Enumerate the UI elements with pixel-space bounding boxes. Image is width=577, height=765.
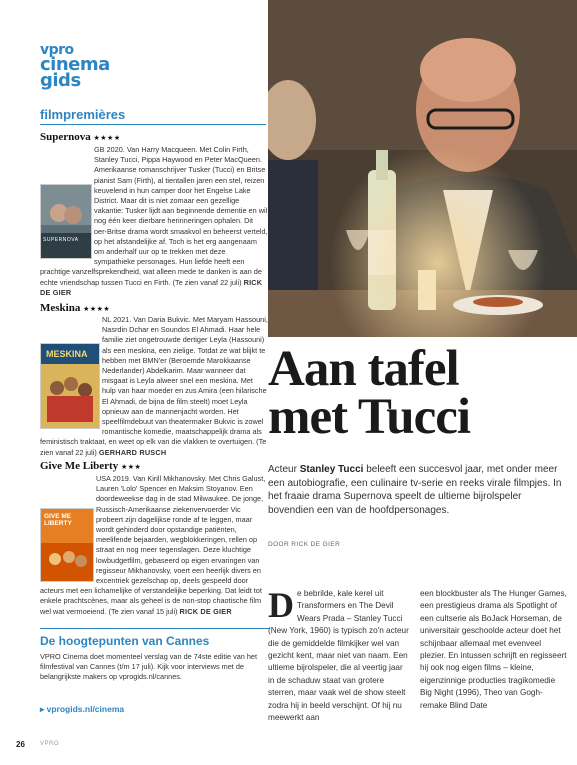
logo-line-cinema: cinema (40, 54, 110, 75)
film-title-text: Meskina (40, 302, 81, 314)
film-title-text: Give Me Liberty (40, 460, 119, 472)
film-review-meskina (40, 315, 268, 458)
film-review-byline: RICK DE GIER (40, 277, 263, 297)
poster-label: MESKINA (46, 349, 88, 359)
page-number: 26 (16, 740, 25, 749)
arrow-icon: ▸ (40, 704, 47, 714)
film-title-meskina (40, 302, 110, 314)
vpro-cinema-gids-logo (40, 44, 120, 89)
film-title-text: Supernova (40, 131, 91, 143)
star-rating: ★★★★ (93, 134, 121, 142)
intro-rest: beleeft een succesvol jaar, met onder meer een autobiografie, een culinaire tv-serie en reeks virale filmpjes. In het fraaie drama Supernova speelt de ultieme bijrolspeler bovendien een van de hoofdpersonages. (268, 464, 562, 516)
intro-name: Stanley Tucci (299, 464, 364, 475)
cannes-divider (40, 628, 270, 629)
film-review-text: USA 2019. Van Kirill Mikhanovsky. Met Chris Galust, Lauren 'Lolo' Spencer en Maksim Stoyanov. Een doordeweekse dag in de stad Milwaukee. De jonge, Russisch-Amerikaanse ziekenvervoerder Vic probeert zijn dagelijkse ronde af te leggen, maar wordt gehinderd door opstandige patiënten, meelifende bejaarden, wegblokkeringen, rellen op straat en nog meer tegenslagen. Deze kluchtige lowbudgetfilm, gebaseerd op eigen ervaringen van regisseur Mikhanovsky, voert een heerlijk divers en excentriek gezelschap op, deels gespeeld door acteurs met een lichamelijke of verstandelijke beperking. Dat leidt tot enkele prachtscènes, maar als geheel is de non-stop chaotische film wel wat vermoeiend. (Te zien vanaf 15 juli) (40, 474, 266, 616)
article-column-1 (268, 585, 410, 724)
film-review-text: GB 2020. Van Harry Macqueen. Met Colin Firth, Stanley Tucci, Pippa Haywood en Peter MacQueen. Amerikaanse romanschrijver Tusker (Tucci) en Britse pianist Sam (Firth), al tientallen jaren een stel, reizen keuvelend in hun camper door het Engelse Lake District. Maar dit is niet zomaar een gezellige vakantie: Tusker lijdt aan beginnende dementie en wil nog één keer dierbare herinneringen ophalen. Dit oer-Britse drama wordt smaakvol en beheerst verteld, op het afstandelijke af. Toch is het erg aangenaam om anderhalf uur op te trekken met deze sympathieke personages. Hun liefde heeft een prachtige vanzelfsprekendheid, wat alleen mede te danken is aan de echte vriendschap tussen Tucci en Firth. (Te zien vanaf 22 juli) (40, 145, 268, 287)
film-title-supernova (40, 131, 121, 143)
star-rating: ★★★ (120, 463, 142, 471)
cannes-body: VPRO Cinema doet momenteel verslag van de 74ste editie van het filmfestival van Cannes (t/m 17 juli). Kijk voor interviews met de belangrijkste makers op vprogids.nl/cannes. (40, 652, 258, 682)
cannes-heading: De hoogtepunten van Cannes (40, 634, 210, 648)
section-divider (40, 124, 266, 125)
intro-prefix: Acteur (268, 464, 300, 475)
star-rating: ★★★★ (83, 305, 111, 313)
footer-mark: VPRO (40, 741, 60, 747)
section-heading: filmpremières (40, 107, 126, 122)
logo-line-gids: gids (40, 70, 81, 91)
drop-cap: D (268, 585, 294, 625)
film-title-give-me-liberty (40, 460, 141, 472)
article-photo (268, 0, 577, 337)
cinema-link-text[interactable]: vprogids.nl/cinema (46, 704, 125, 714)
article-byline: DOOR RICK DE GIER (268, 541, 341, 548)
article-column-2 (420, 588, 568, 712)
film-review-byline: RICK DE GIER (179, 606, 232, 616)
poster-label: SUPERNOVA (43, 237, 79, 243)
film-review-text: NL 2021. Van Daria Bukvic. Met Maryam Hassouni, Nasrdin Dchar en Soundos El Ahmadi. Haar hele familie ziet ongetrouwde dertiger Leyla (Hassouni) als een meskina, een zielige. Totdat ze wat blijkt te hebben met BMN'er (Beroemde Marokkaanse Nederlander) Abdelkarim. Maar wanneer dat misgaat is Leyla alweer snel een meskina. Met hulp van haar moeder en zus Amira (een hilarische El Ahmadi, de bijna de film steelt) moet Leyla opnieuw aan de mannenjacht worden. Het speelfilmdebuut van theatermaker Bukvic is zowel romantische komedie, maatschappelijk drama als feministisch traktaat, en weet op elk van die vlakken te overtuigen. (Te zien vanaf 22 juli) (40, 315, 268, 457)
film-review-give-me-liberty (40, 474, 268, 617)
film-review-supernova (40, 145, 268, 298)
article-intro (268, 463, 568, 517)
article-column-1-text: e bebrilde, kale kerel uit Transformers en The Devil Wears Prada – Stanley Tucci (New York, 1960) is typisch zo'n acteur die de gemiddelde filmkijker wel van gezicht kent, maar niet van naam. Een ultieme bijrolspeler, die al veertig jaar in de schaduw staat van grotere sterren, maar vaak wel de show steelt zodra hij in beeld verschijnt. Of hij nu meewerkt aan (268, 589, 409, 723)
article-column-2-text: een blockbuster als The Hunger Games, een prestigieus drama als Spotlight of een cultserie als BoJack Horseman, de universitair geschoolde acteur doet het schijnbaar allemaal met evenveel plezier. En intussen schrijft en regisseert hij ook nog eigen films – kleine, eigenzinnige producties tragikomedie Big Night (1996), Theo van Gogh-remake Blind Date (420, 589, 567, 710)
headline-line-2: met Tucci (268, 389, 471, 445)
article-headline (268, 341, 573, 445)
headline-line-1: Aan tafel (268, 341, 459, 397)
poster-label: GIVE ME LIBERTY (44, 513, 72, 527)
logo-line-vpro: vpro (40, 42, 74, 58)
cinema-link[interactable] (40, 704, 124, 715)
film-review-byline: GERHARD RUSCH (98, 447, 167, 457)
